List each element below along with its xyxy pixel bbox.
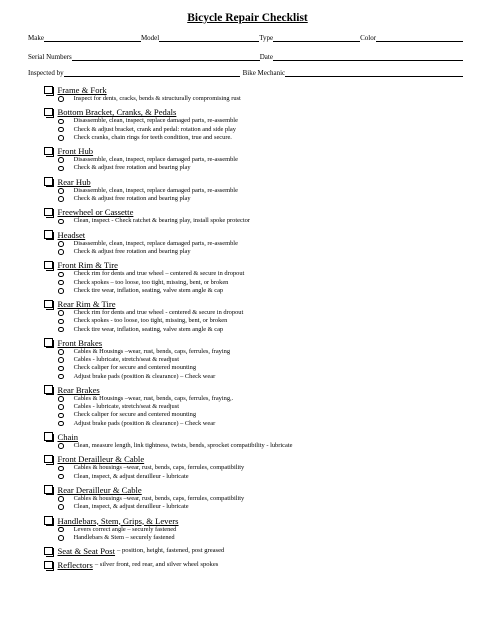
- checkbox-rear-derailleur-cable[interactable]: [44, 485, 53, 494]
- item-list: [44, 270, 464, 295]
- section-description: – silver front, red rear, and silver wheel spokes: [94, 561, 219, 569]
- circle-bullet-icon: [58, 421, 64, 427]
- list-item: [58, 240, 464, 248]
- item-text: Handlebars & Stem – securely fastened: [73, 533, 175, 541]
- list-item: [58, 279, 464, 287]
- checkbox-front-brakes[interactable]: [44, 338, 53, 347]
- item-list: [44, 442, 464, 450]
- section-seat-seat-post: [44, 543, 464, 556]
- serial-field[interactable]: [72, 52, 260, 61]
- item-text: Disassemble, clean, inspect, replace damaged parts, re-assemble: [73, 186, 238, 194]
- circle-bullet-icon: [58, 166, 64, 172]
- item-list: [44, 95, 464, 103]
- make-label: Make: [28, 34, 44, 42]
- item-list: [44, 495, 464, 511]
- list-item: [58, 270, 464, 278]
- section-header: [44, 296, 464, 309]
- item-text: Check & adjust free rotation and bearing play: [73, 194, 191, 202]
- section-header: [44, 257, 464, 270]
- bike-mechanic-label: Bike Mechanic: [242, 69, 286, 77]
- field-row-inspection: [28, 67, 463, 77]
- list-item: [58, 411, 464, 419]
- circle-bullet-icon: [58, 349, 64, 355]
- section-title: Rear Derailleur & Cable: [57, 484, 142, 495]
- circle-bullet-icon: [58, 527, 64, 533]
- list-item: [58, 217, 464, 225]
- section-header: [44, 557, 464, 570]
- circle-bullet-icon: [58, 319, 64, 325]
- list-item: [58, 395, 464, 403]
- circle-bullet-icon: [58, 241, 64, 247]
- item-list: [44, 156, 464, 172]
- list-item: [58, 156, 464, 164]
- list-item: [58, 248, 464, 256]
- circle-bullet-icon: [58, 504, 64, 510]
- checkbox-front-rim-tire[interactable]: [44, 261, 53, 270]
- circle-bullet-icon: [58, 466, 64, 472]
- checkbox-handlebars-stem-grips-levers[interactable]: [44, 516, 53, 525]
- section-front-hub: [44, 143, 464, 172]
- section-title: Rear Hub: [57, 176, 91, 187]
- circle-bullet-icon: [58, 396, 64, 402]
- date-field[interactable]: [273, 52, 463, 61]
- list-item: [58, 364, 464, 372]
- circle-bullet-icon: [58, 96, 64, 102]
- circle-bullet-icon: [58, 280, 64, 286]
- item-list: [44, 526, 464, 542]
- item-text: Cables & housings –wear, rust, bends, caps, ferrules, compatibility: [73, 464, 245, 472]
- list-item: [58, 195, 464, 203]
- section-title: Reflectors: [57, 560, 93, 571]
- item-list: [44, 217, 464, 225]
- list-item: [58, 134, 464, 142]
- circle-bullet-icon: [58, 443, 64, 449]
- section-title: Frame & Fork: [57, 85, 107, 95]
- item-text: Inspect for dents, cracks, bends & structurally compromising rust: [73, 95, 241, 102]
- section-rear-rim-tire: [44, 296, 464, 334]
- circle-bullet-icon: [58, 496, 64, 502]
- list-item: [58, 473, 464, 481]
- list-item: [58, 526, 464, 534]
- checkbox-front-hub[interactable]: [44, 147, 53, 156]
- list-item: [58, 326, 464, 334]
- item-list: [44, 240, 464, 256]
- circle-bullet-icon: [58, 135, 64, 141]
- item-list: [44, 464, 464, 480]
- section-header: [44, 513, 464, 526]
- list-item: [58, 373, 464, 381]
- circle-bullet-icon: [58, 535, 64, 541]
- section-reflectors: [44, 557, 464, 570]
- item-list: [44, 187, 464, 203]
- list-item: [58, 126, 464, 134]
- item-text: Check tire wear, inflation, seating, valve stem angle & cap: [73, 325, 224, 333]
- section-front-rim-tire: [44, 257, 464, 295]
- circle-bullet-icon: [58, 219, 64, 225]
- section-title: Rear Brakes: [57, 384, 100, 395]
- circle-bullet-icon: [58, 157, 64, 163]
- item-text: Clean, measure length, link tightness, twists, bends, sprocket compatibility - lubricate: [73, 441, 293, 449]
- item-text: Check caliper for secure and centered mounting: [73, 364, 197, 372]
- item-text: Check rim for dents and true wheel – centered & secure in dropout: [73, 270, 245, 278]
- circle-bullet-icon: [58, 374, 64, 380]
- section-rear-hub: [44, 174, 464, 203]
- circle-bullet-icon: [58, 196, 64, 202]
- checkbox-chain[interactable]: [44, 432, 53, 441]
- item-text: Adjust brake pads (position & clearance) – Check wear: [73, 372, 216, 380]
- checkbox-headset[interactable]: [44, 230, 53, 239]
- section-title: Seat & Seat Post: [57, 546, 116, 557]
- item-text: Cables & Housings –wear, rust, bends, caps, ferrules, fraying: [73, 347, 231, 355]
- list-item: [58, 164, 464, 172]
- item-text: Clean, inspect - Check ratchet & bearing play, install spoke protector: [73, 217, 250, 225]
- type-label: Type: [259, 34, 274, 42]
- item-text: Disassemble, clean, inspect, replace damaged parts, re-assemble: [73, 156, 238, 164]
- item-text: Levers correct angle – securely fastened: [73, 525, 177, 533]
- section-header: [44, 174, 464, 187]
- section-title: Front Rim & Tire: [57, 260, 118, 271]
- section-title: Front Derailleur & Cable: [57, 454, 145, 465]
- date-label: Date: [259, 53, 273, 61]
- field-row-serial: [28, 51, 463, 61]
- circle-bullet-icon: [58, 366, 64, 372]
- checkbox-rear-hub[interactable]: [44, 177, 53, 186]
- list-item: [58, 317, 464, 325]
- section-headset: [44, 227, 464, 256]
- circle-bullet-icon: [58, 474, 64, 480]
- item-text: Check & adjust free rotation and bearing play: [73, 247, 191, 255]
- section-header: [44, 429, 464, 442]
- section-title: Headset: [57, 229, 86, 240]
- serial-label: Serial Numbers: [28, 53, 72, 61]
- section-header: [44, 82, 464, 95]
- list-item: [58, 442, 464, 450]
- section-header: [44, 104, 464, 117]
- circle-bullet-icon: [58, 357, 64, 363]
- section-chain: [44, 429, 464, 450]
- section-freewheel-or-cassette: [44, 204, 464, 225]
- section-header: [44, 143, 464, 156]
- circle-bullet-icon: [58, 272, 64, 278]
- item-text: Check & adjust free rotation and bearing play: [73, 164, 191, 172]
- section-title: Chain: [57, 431, 79, 442]
- circle-bullet-icon: [58, 288, 64, 294]
- list-item: [58, 309, 464, 317]
- circle-bullet-icon: [58, 119, 64, 125]
- item-text: Clean, inspect, & adjust derailleur - lubricate: [73, 503, 189, 511]
- item-text: Check tire wear, inflation, seating, valve stem angle & cap: [73, 286, 224, 294]
- section-title: Rear Rim & Tire: [57, 299, 116, 310]
- list-item: [58, 534, 464, 542]
- section-frame-fork: [44, 82, 464, 103]
- list-item: [58, 495, 464, 503]
- section-description: – position, height, fastened, post greased: [117, 547, 225, 555]
- circle-bullet-icon: [58, 310, 64, 316]
- circle-bullet-icon: [58, 249, 64, 255]
- item-text: Check spokes – too loose, too tight, missing, bent, or broken: [73, 278, 229, 286]
- circle-bullet-icon: [58, 127, 64, 133]
- section-title: Front Brakes: [57, 337, 103, 348]
- checkbox-reflectors[interactable]: [44, 561, 53, 570]
- item-text: Cables - lubricate, stretch/seat & readjust: [73, 403, 180, 411]
- circle-bullet-icon: [58, 404, 64, 410]
- item-text: Check & adjust bracket, crank and pedal: rotation and side play: [73, 125, 236, 133]
- checklist-sections: [44, 82, 464, 572]
- make-field[interactable]: [44, 33, 141, 42]
- section-title: Bottom Bracket, Cranks, & Pedals: [57, 107, 177, 118]
- list-item: [58, 287, 464, 295]
- item-list: [44, 395, 464, 428]
- section-handlebars-stem-grips-levers: [44, 513, 464, 542]
- model-label: Model: [140, 34, 160, 42]
- section-rear-derailleur-cable: [44, 482, 464, 511]
- checkbox-seat-seat-post[interactable]: [44, 547, 53, 556]
- list-item: [58, 117, 464, 125]
- section-header: [44, 482, 464, 495]
- checkbox-frame-fork[interactable]: [44, 86, 53, 95]
- circle-bullet-icon: [58, 188, 64, 194]
- section-header: [44, 451, 464, 464]
- checkbox-rear-brakes[interactable]: [44, 385, 53, 394]
- model-field[interactable]: [159, 33, 259, 42]
- section-rear-brakes: [44, 382, 464, 428]
- list-item: [58, 95, 464, 103]
- item-text: Clean, inspect, & adjust derailleur - lubricate: [73, 472, 189, 480]
- item-text: Disassemble, clean, inspect, replace damaged parts, re-assemble: [73, 117, 238, 125]
- checkbox-bottom-bracket-cranks-pedals[interactable]: [44, 108, 53, 117]
- item-text: Check spokes - too loose, too tight, missing, bent, or broken: [73, 317, 228, 325]
- item-text: Cables - lubricate, stretch/seat & readjust: [73, 356, 180, 364]
- item-list: [44, 348, 464, 381]
- page-title: Bicycle Repair Checklist: [187, 12, 308, 24]
- section-header: [44, 382, 464, 395]
- field-row-make: [28, 32, 463, 42]
- list-item: [58, 403, 464, 411]
- checkbox-rear-rim-tire[interactable]: [44, 300, 53, 309]
- item-text: Disassemble, clean, inspect, replace damaged parts, re-assemble: [73, 239, 238, 247]
- inspected-by-label: Inspected by: [28, 69, 64, 77]
- circle-bullet-icon: [58, 327, 64, 333]
- item-text: Check rim for dents and true wheel - centered & secure in dropout: [73, 309, 244, 317]
- section-title: Front Hub: [57, 146, 94, 157]
- list-item: [58, 187, 464, 195]
- color-field[interactable]: [376, 33, 463, 42]
- item-text: Cables & Housings –wear, rust, bends, caps, ferrules, fraying,.: [73, 394, 234, 402]
- list-item: [58, 464, 464, 472]
- item-text: Check cranks, chain rings for teeth condition, true and secure.: [73, 133, 232, 141]
- bike-mechanic-field[interactable]: [285, 68, 463, 77]
- section-title: Handlebars, Stem, Grips, & Levers: [57, 515, 179, 526]
- type-field[interactable]: [273, 33, 360, 42]
- section-header: [44, 204, 464, 217]
- color-label: Color: [360, 34, 377, 42]
- list-item: [58, 356, 464, 364]
- item-text: Adjust brake pads (position & clearance) – Check wear: [73, 419, 216, 427]
- item-list: [44, 117, 464, 142]
- inspected-by-field[interactable]: [64, 68, 240, 77]
- section-front-brakes: [44, 335, 464, 381]
- section-header: [44, 227, 464, 240]
- item-list: [44, 309, 464, 334]
- item-text: Check caliper for secure and centered mounting: [73, 411, 197, 419]
- checkbox-freewheel-or-cassette[interactable]: [44, 208, 53, 217]
- section-front-derailleur-cable: [44, 451, 464, 480]
- section-title: Freewheel or Cassette: [57, 207, 134, 218]
- section-header: [44, 335, 464, 348]
- list-item: [58, 503, 464, 511]
- section-bottom-bracket-cranks-pedals: [44, 104, 464, 142]
- section-header: [44, 543, 464, 556]
- item-text: Cables & housings –wear, rust, bends, caps, ferrules, compatibility: [73, 494, 245, 502]
- circle-bullet-icon: [58, 413, 64, 419]
- checkbox-front-derailleur-cable[interactable]: [44, 455, 53, 464]
- list-item: [58, 420, 464, 428]
- list-item: [58, 348, 464, 356]
